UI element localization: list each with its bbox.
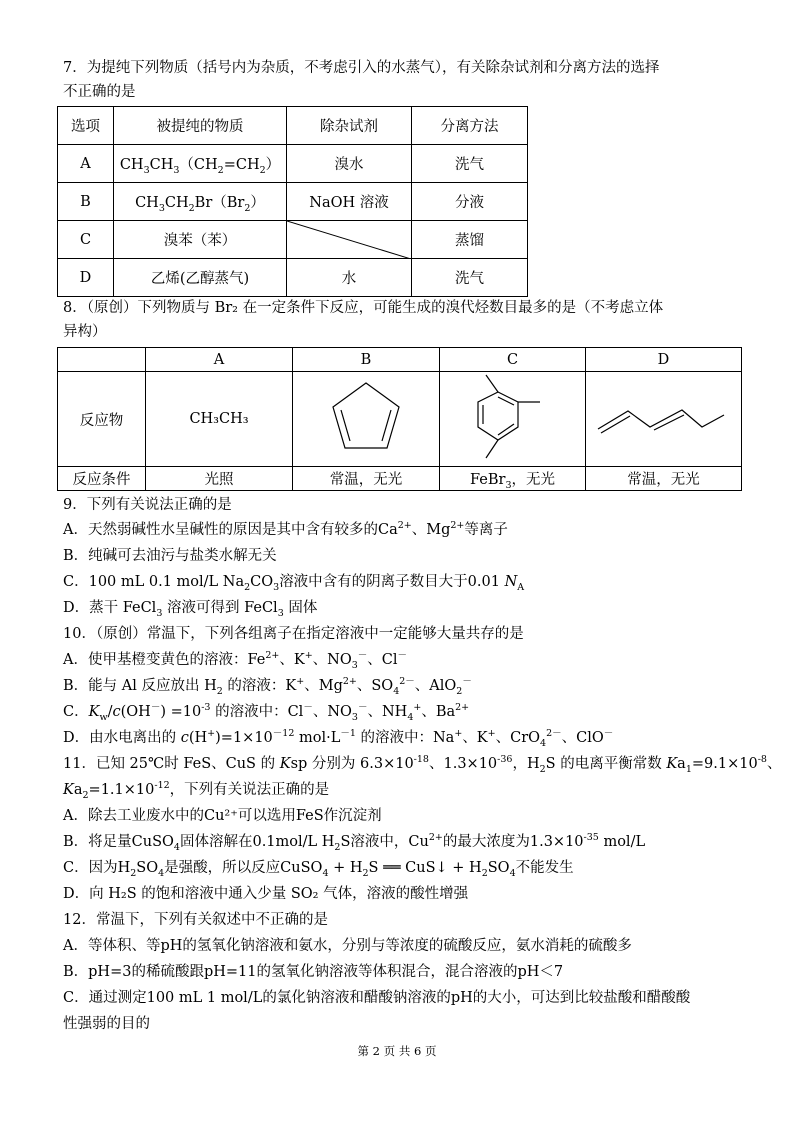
q7-table	[57, 106, 528, 297]
q11-option-b: B．将足量CuSO$_4$固体溶解在0.1mol/L $H_2S$溶液中，$Cu^{2+}$的最大浓度为$1.3\times 10^{-35}$ mol/L	[63, 832, 646, 853]
q11-option-d: D．向 H₂S 的饱和溶液中通入少量 SO₂ 气体，溶液的酸性增强	[63, 886, 469, 902]
reagent-cell: 水	[287, 259, 412, 297]
hexadiene-structure	[594, 397, 734, 437]
reactant-a: CH₃CH₃	[146, 372, 293, 467]
q10-option-a: A．使甲基橙变黄色的溶液：$Fe^{2+}$、K+、$NO_3^-$、Cl－	[63, 650, 408, 671]
table-row-reactants	[58, 372, 742, 467]
q9-stem: 9．下列有关说法正确的是	[63, 497, 232, 513]
condition-a: 光照	[146, 467, 293, 491]
method-cell: 蒸馏	[412, 221, 528, 259]
header-col-d: D	[586, 348, 742, 372]
diagonal-line	[287, 221, 411, 259]
q11-option-c: C．因为$H_2SO_4$是强酸，所以反应CuSO$_4$ + $H_2S$ ══ CuS↓ + $H_2SO_4$不能发生	[63, 860, 574, 879]
q10-option-b: B．能与 Al 反应放出 $H_2$ 的溶液：K+、$Mg^{2+}$、$SO_4^{2-}$、AlO$_2$－	[63, 676, 472, 697]
mesitylene-structure	[458, 372, 568, 462]
q9-option-a: A．天然弱碱性水呈碱性的原因是其中含有较多的$Ca^{2+}$、$Mg^{2+}$等离子	[63, 520, 508, 538]
header-substance: 被提纯的物质	[114, 107, 287, 145]
page-footer: 第 2 页 共 6 页	[357, 1044, 437, 1058]
option-cell: B	[58, 183, 114, 221]
table-row	[58, 259, 528, 297]
substance-cell: $CH_3CH_3(CH_2=CH_2)$	[114, 145, 287, 183]
q10-option-c: C．$K_w/c(OH^-) =10^{-3}$ 的溶液中：Cl－、$NO_3^-$、$NH_4^+$、$Ba^{2+}$	[63, 702, 470, 723]
header-col-c: C	[440, 348, 586, 372]
header-option: 选项	[58, 107, 114, 145]
q8-stem-line1: 8．（原创）下列物质与 Br₂ 在一定条件下反应，可能生成的溴代烃数目最多的是（不考虑立体	[63, 300, 664, 316]
q7-stem-line2: 不正确的是	[63, 84, 136, 100]
substance-cell: $CH_3CH_2Br(Br_2)$	[114, 183, 287, 221]
row-label-reactant: 反应物	[58, 372, 146, 467]
table-row	[58, 221, 528, 259]
option-cell: C	[58, 221, 114, 259]
q12-option-b: B．pH=3的稀硫酸跟pH=11的氢氧化钠溶液等体积混合，混合溶液的pH＜7	[63, 964, 564, 980]
table-row-conditions	[58, 467, 742, 491]
method-cell: 洗气	[412, 259, 528, 297]
method-cell: 分液	[412, 183, 528, 221]
condition-b: 常温，无光	[293, 467, 440, 491]
reactant-c	[440, 372, 586, 467]
table-header-row	[58, 348, 742, 372]
q7-stem-line1: 7．为提纯下列物质（括号内为杂质，不考虑引入的水蒸气），有关除杂试剂和分离方法的选择	[63, 60, 660, 76]
table-header-row	[58, 107, 528, 145]
header-reagent: 除杂试剂	[287, 107, 412, 145]
condition-c: FeBr$_3$，无光	[440, 467, 586, 491]
method-cell: 洗气	[412, 145, 528, 183]
q8-stem-line2: 异构）	[63, 324, 107, 340]
reactant-d	[586, 372, 742, 467]
q11-stem-line2: $Ka_2=1.1\times 10^{-12}$，下列有关说法正确的是	[63, 780, 330, 801]
q11-stem-line1: 11．已知 25℃时 FeS、CuS 的 Ksp 分别为 $6.3\times 10^{-18}$、$1.3\times 10^{-36}$，$H_2S$ 的电离平衡常数 $Ka_1=9.1\times 10^{-8}$、	[63, 754, 782, 775]
q10-stem: 10．（原创）常温下，下列各组离子在指定溶液中一定能够大量共存的是	[63, 626, 524, 642]
header-method: 分离方法	[412, 107, 528, 145]
table-row	[58, 145, 528, 183]
header-blank	[58, 348, 146, 372]
q9-option-b: B．纯碱可去油污与盐类水解无关	[63, 548, 277, 564]
q8-table	[57, 347, 742, 491]
option-cell: D	[58, 259, 114, 297]
header-col-a: A	[146, 348, 293, 372]
q12-option-c-line1: C．通过测定100 mL 1 mol/L的氯化钠溶液和醋酸钠溶液的pH的大小，可达到比较盐酸和醋酸酸	[63, 990, 691, 1006]
header-col-b: B	[293, 348, 440, 372]
reactant-b	[293, 372, 440, 467]
condition-d: 常温，无光	[586, 467, 742, 491]
q12-stem: 12．常温下，下列有关叙述中不正确的是	[63, 912, 328, 928]
q9-option-c: C．100 mL 0.1 mol/L $Na_2CO_3$溶液中含有的阴离子数目大于0.01 $N_A$	[63, 574, 525, 593]
substance-cell: 乙烯(乙醇蒸气)	[114, 259, 287, 297]
q12-option-c-line2: 性强弱的目的	[63, 1016, 150, 1032]
row-label-condition: 反应条件	[58, 467, 146, 491]
q12-option-a: A．等体积、等pH的氢氧化钠溶液和氨水，分别与等浓度的硫酸反应，氨水消耗的硫酸多	[63, 938, 632, 954]
substance-cell: 溴苯（苯）	[114, 221, 287, 259]
reagent-cell-empty	[287, 221, 412, 259]
cyclopentadiene-structure	[326, 375, 406, 459]
reagent-cell: 溴水	[287, 145, 412, 183]
table-row	[58, 183, 528, 221]
q11-option-a: A．除去工业废水中的Cu²⁺可以选用FeS作沉淀剂	[63, 808, 382, 824]
option-cell: A	[58, 145, 114, 183]
q9-option-d: D．蒸干 FeCl$_3$ 溶液可得到 FeCl$_3$ 固体	[63, 600, 318, 619]
reagent-cell: NaOH 溶液	[287, 183, 412, 221]
q10-option-d: D．由水电离出的 $c(H^+)=1\times 10^{-12}$ $mol\cdot L^{-1}$ 的溶液中：Na+、K+、CrO$_4^{2-}$、ClO－	[63, 728, 614, 749]
